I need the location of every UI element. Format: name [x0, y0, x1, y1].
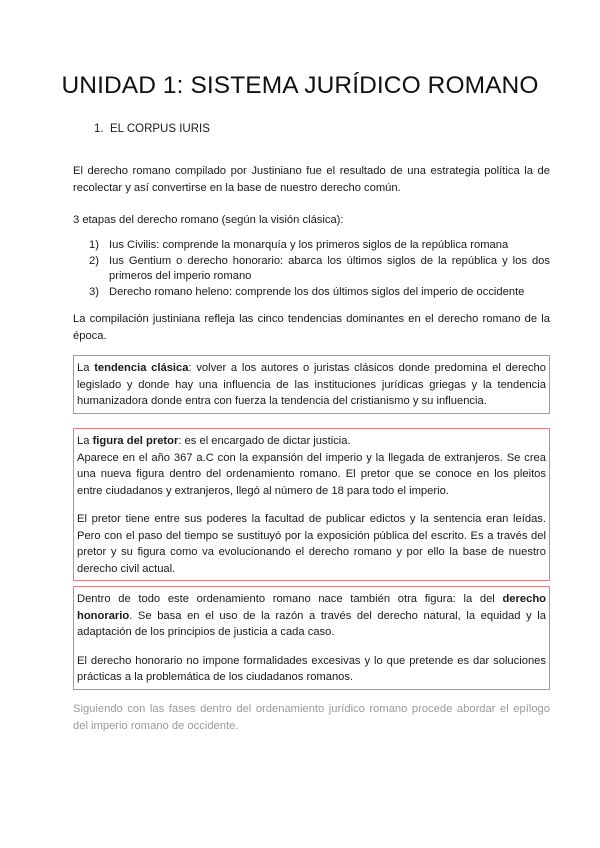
pretor-poderes-text: El pretor tiene entre sus poderes la facultad de publicar edictos y la sentencia eran leídas. Pero con el paso del tiempo se sustituyó por la exposición pública del escrito. Es a través del pretor y su figura como va evolucionando el derecho romano y por ello la base de nuestro derecho civil actual. [77, 513, 546, 575]
section-number: 1. [94, 123, 104, 135]
figura-pretor-text: La figura del pretor: es el encargado de dictar justicia. Aparece en el año 367 a.C con la expansión del imperio y la llegada de extranjeros. Se crea una nueva figura dentro del ordenamiento romano. El pretor que se conoce en los pleitos entre ciudadanos y extranjeros, llegó al número de 18 para todo el imperio. [77, 435, 546, 497]
etapas-heading: 3 etapas del derecho romano (según la visión clásica): [73, 214, 344, 226]
tendencia-clasica-box [73, 355, 550, 414]
derecho-honorario-box [73, 586, 550, 690]
page-title: UNIDAD 1: SISTEMA JURÍDICO ROMANO [61, 72, 539, 99]
list-item-text: Ius Civilis: comprende la monarquía y los primeros siglos de la república romana [109, 239, 509, 251]
section-heading [94, 123, 210, 135]
list-item-number: 3) [89, 285, 99, 298]
compilacion-paragraph: La compilación justiniana refleja las cinco tendencias dominantes en el derecho romano de la época. [73, 313, 550, 342]
figura-pretor-term: figura del pretor [92, 435, 179, 447]
derecho-honorario-term: derecho honorario [77, 593, 546, 622]
closing-paragraph: Siguiendo con las fases dentro del ordenamiento jurídico romano procede abordar el epílogo del imperio romano de occidente. [73, 703, 550, 732]
list-item [73, 254, 550, 285]
etapas-list [73, 238, 550, 300]
derecho-honorario-text: Dentro de todo este ordenamiento romano nace también otra figura: la del derecho honorario. Se basa en el uso de la razón a través del derecho natural, la equidad y la adaptación de los principios de justicia a cada caso. [77, 593, 546, 638]
section-label: EL CORPUS IURIS [110, 123, 210, 135]
list-item-number: 1) [89, 239, 99, 251]
list-item [73, 238, 550, 254]
tendencia-clasica-term: tendencia clásica [94, 362, 189, 374]
list-item-text: Ius Gentium o derecho honorario: abarca los últimos siglos de la república y los dos primeros del imperio romano [109, 254, 550, 282]
list-item-text: Derecho romano heleno: comprende los dos últimos siglos del imperio de occidente [109, 285, 525, 298]
derecho-honorario-soluciones: El derecho honorario no impone formalidades excesivas y lo que pretende es dar soluciones prácticas a la problemática de los ciudadanos romanos. [77, 654, 546, 683]
figura-pretor-box [73, 428, 550, 581]
list-item-number: 2) [89, 254, 99, 267]
tendencia-clasica-text: La tendencia clásica: volver a los autores o juristas clásicos donde predomina el derecho legislado y donde hay una influencia de las instituciones jurídicas griegas y la tendencia humanizadora donde entra con fuerza la tendencia del cristianismo y su influencia. [77, 362, 546, 407]
list-item [73, 285, 550, 301]
intro-paragraph: El derecho romano compilado por Justiniano fue el resultado de una estrategia política la de recolectar y así convertirse en la base de nuestro derecho común. [73, 165, 550, 194]
